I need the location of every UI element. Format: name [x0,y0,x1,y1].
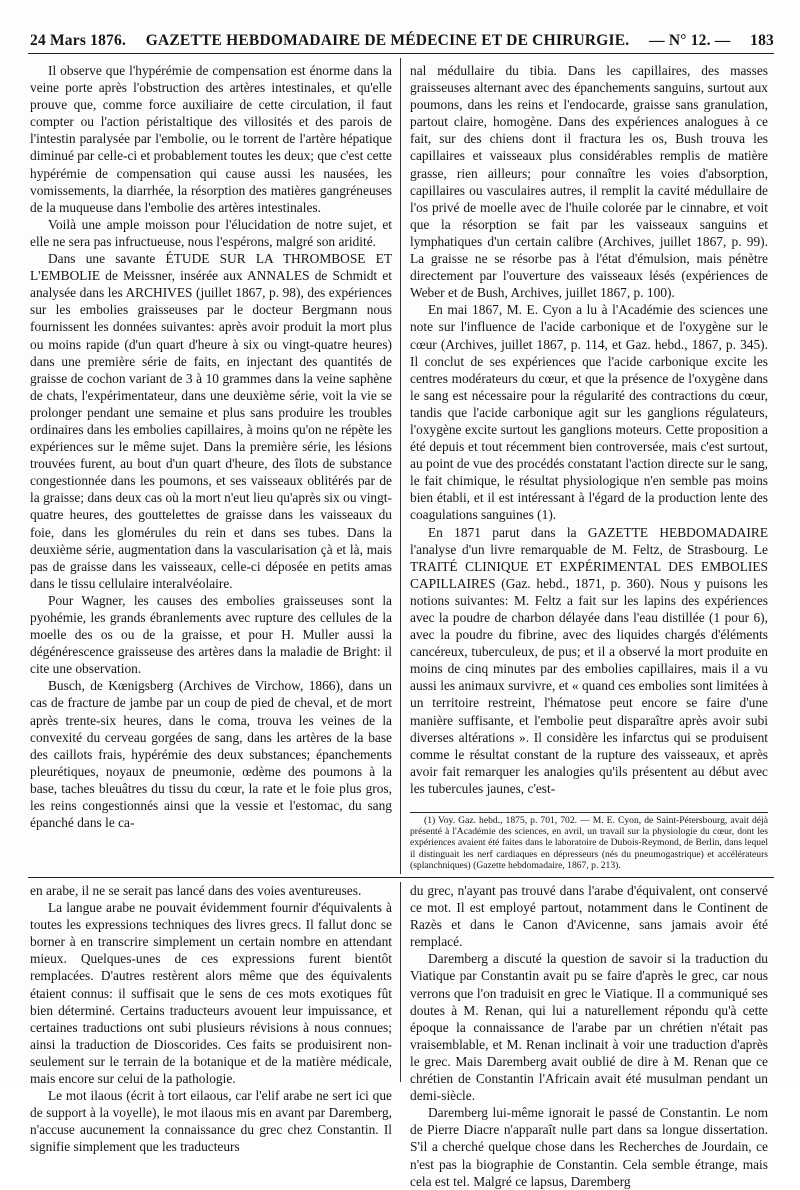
paragraph: En mai 1867, M. E. Cyon a lu à l'Académie des sciences une note sur l'influence de l'acide carbonique et de l'oxygène sur le cœur (Archives, juillet 1867, p. 114, et Gaz. hebd., 1867, p. 345). Il conclut de ses expériences que l'acide carbonique excite les centres modérateurs du cœur, et que la présence de l'oxygène dans le sang est nécessaire pour la régularité des contractions du cœur, tandis que l'acide carbonique agit sur les ganglions régulateurs, l'oxygène excite surtout les ganglions moteurs. Cette proposition a été depuis et tout récemment bien controversée, mais c'est surtout, au point de vue des procédés constatant l'action directe sur le sang, le fait chimique, le résultat physiologique n'en semble pas moins bien établi, et il est intéressant à l'égard de la production lente des coagulations sanguines (1). [410,302,768,523]
lower-right-column [410,882,768,1189]
issue-date: 24 Mars 1876. [30,32,127,49]
paragraph: Daremberg a discuté la question de savoir si la traduction du Viatique par Constantin avait pu se faire d'après le grec, car nous verrons que l'on traduisit en grec le Viatique. Il a communiqué ses doutes à M. Renan, qui lui a naturellement répondu qu'à cette époque la connaissance de l'arabe par un chrétien n'était pas vraisemblable, et M. Renan inclinait à voir une traduction d'après le grec. Mais Daremberg avait oublié de dire à M. Renan que ce chrétien de Constantin l'Africain avait été musulman pendant un demi-siècle. [410,951,768,1104]
footnote [410,815,768,873]
journal-title: GAZETTE HEBDOMADAIRE DE MÉDECINE ET DE CHIRURGIE. [145,32,630,49]
paragraph: Il observe que l'hypérémie de compensation est énorme dans la veine porte après l'obstruction des artères intestinales, et qu'elle prouve que, comme force auxiliaire de cette circulation, il faut compter ou l'action péristaltique des villosités et des parois de l'intestin paralysée par l'embolie, ou le torrent de l'artère hépatique diminué par celle-ci et probablement toutes les deux; que c'est cette hypérémie de compensation qui cause aussi les nausées, les vomissements, la diarrhée, la résorption des matières gangréneuses de la muqueuse dans l'embolie des artères intestinales. [30,63,392,215]
paragraph: Busch, de Kœnigsberg (Archives de Virchow, 1866), dans un cas de fracture de jambe par un coup de pied de cheval, et de mort après trente-six heures, dans le coma, trouva les veines de la convexité du cerveau gorgées de sang, dans les artères de la base des caillots frais, hypérémie des deux substances; épanchements pleurétiques, noyaux de pneumonie, œdème des poumons à la base, taches bleuâtres du tissu du cœur, la rate et le foie plus gros, les reins congestionnés ainsi que la vessie et l'estomac, du sang épanché dans le ca- [30,678,392,831]
paragraph: du grec, n'ayant pas trouvé dans l'arabe d'équivalent, ont conservé ce mot. Il est employé partout, notamment dans le Continent de Razès et dans le Canon d'Avicenne, sans jamais avoir été remplacé. [410,883,768,950]
lower-left-column [30,882,392,1155]
paragraph: Pour Wagner, les causes des embolies graisseuses sont la pyohémie, les grands ébranlements avec rupture des cellules de la moelle des os ou de la graisse, et pour H. Muller aussi la dégénérescence graisseuse des artères dans la maladie de Bright: il cite une observation. [30,592,392,677]
header-rule [28,53,774,54]
running-header [30,30,774,52]
page-number: 183 [750,32,774,49]
paragraph: nal médullaire du tibia. Dans les capillaires, des masses graisseuses alternant avec des épanchements sanguins, surtout aux poumons, dans les reins et l'endocarde, graisse sans granulation, partout claire, homogène. Dans des expériences analogues à ce fait, sur des chiens dont il fractura les os, Bush trouva les capillaires et vaisseaux plus considérables remplis de matière grasse, rien ailleurs; pour connaître les voies d'absorption, capillaires ou vasculaires autres, il remplit la cavité médullaire de l'os privé de moelle avec de l'huile colorée par le cinnabre, et voit que la résorption se fait par les vaisseaux sanguins et lymphatiques d'un certain calibre (Archives, juillet 1867, p. 99). La graisse ne se résorbe pas à l'état d'émulsion, mais pénètre directement par l'ouverture des vaisseaux lésés (expériences de Weber et de Bush, Archives, juillet 1867, p. 100). [410,63,768,301]
paragraph: En 1871 parut dans la GAZETTE HEBDOMADAIRE l'analyse d'un livre remarquable de M. Feltz, de Strasbourg. Le TRAITÉ CLINIQUE ET EXPÉRIMENTAL DES EMBOLIES CAPILLAIRES (Gaz. hebd., 1871, p. 360). Nous y puisons les notions suivantes: M. Feltz a fait sur les lapins des expériences avec la poudre de charbon délayée dans l'eau distillée (1 pour 6), avec la poudre du fibrine, avec des liquides chargés d'éléments cancéreux, tuberculeux, de pus; et il a observé la mort produite en moins de cinq minutes par des embolies capillaires, mais il a vu aussi les animaux survivre, et « quand ces embolies sont limitées à un territoire restreint, l'hématose peut encore se faire d'une manière suffisante, et l'embolie peut disparaître après avoir subi diverses altérations ». Il considère les infarctus qui se produisent comme le résultat constant de la rupture des vaisseaux, et après avoir fait remarquer les analogies qu'ils présentent au début avec les tubercules jaunes, c'est- [410,524,768,796]
column-divider [400,882,401,1082]
footnote-rule [410,812,768,813]
paragraph: Dans une savante ÉTUDE SUR LA THROMBOSE ET L'EMBOLIE de Meissner, insérée aux ANNALES de Schmidt et analysée dans les ARCHIVES (juillet 1867, p. 98), des expériences sur les embolies graisseuses par le docteur Bergmann nous fournissent les données suivantes: après avoir produit la mort plus ou moins rapide (d'un quart d'heure à six ou vingt-quatre heures) dans une première série de faits, en injectant des quantités de graisse de cochon variant de 3 à 10 grammes dans la veine saphène de chats, l'expérimentateur, dans une deuxième série, voit la vie se prolonger pendant une semaine et plus sans produire les troubles ordinaires dans les embolies capillaires, à moins qu'on ne répète les expériences sur le même sujet. Dans la première série, les lésions trouvées furent, au bout d'un quart d'heure, des îlots de substance congestionnée dans les poumons, et ses vaisseaux oblitérés par de la graisse; dans deux cas où la mort n'eut lieu qu'après six ou vingt-quatre heures, des gouttelettes de graisse dans les vaisseaux du foie, dans les glomérules du rein et dans ses tubes. Dans la deuxième série, augmentation dans la vascularisation çà et là, mais pas de graisse dans les vaisseaux, celle-ci déposée en petits amas dans le tissu cellulaire interalvéolaire. [30,251,392,591]
paragraph: en arabe, il ne se serait pas lancé dans des voies aventureuses. [30,883,362,898]
issue-number: — N° 12. — [649,32,731,49]
upper-left-column [30,62,392,877]
upper-right-column [410,62,768,807]
paragraph: Le mot ilaous (écrit à tort eilaous, car l'elif arabe ne sert ici que de support à la voyelle), le mot ilaous mis en avant par Daremberg, n'accuse aucunement la connaissance du grec chez Constantin. Il signifie simplement que les traducteurs [30,1088,392,1155]
paragraph: La langue arabe ne pouvait évidemment fournir d'équivalents à toutes les expressions techniques des livres grecs. Il fallut donc se borner à en transcrire simplement un certain nombre en attendant mieux. Quelques-unes de ces expressions furent bientôt remplacées. D'autres restèrent alors même que des équivalents étaient connus: il suffisait que le sens de ces mots exotiques fût bien déterminé. Certains traducteurs avouent leur impuissance, et certaines traductions ont subi plusieurs révisions à nous connues; ainsi la traduction de Dioscorides. Ces faits se produisirent non-seulement sur le terrain de la botanique et de la matière médicale, mais encore sur celui de la pathologie. [30,900,392,1087]
paragraph: Voilà une ample moisson pour l'élucidation de notre sujet, et elle ne sera pas infructueuse, nous l'espérons, malgré son aridité. [30,216,392,249]
section-separator [28,877,774,878]
footnote-text: (1) Voy. Gaz. hebd., 1875, p. 701, 702. — M. E. Cyon, de Saint-Pétersbourg, avait déjà présenté à l'Académie des sciences, en avril, un travail sur la physiologie du cœur, dont les expériences avaient été faites dans le laboratoire de Dubois-Reymond, de Berlin, dans lequel il distinguait les nerf cardiaques en dépresseurs (nés du pneumogastrique) et accélérateurs (splanchniques) (Gazette hebdomadaire, 1867, p. 213). [410,815,768,871]
column-divider [400,58,401,874]
paragraph: Daremberg lui-même ignorait le passé de Constantin. Le nom de Pierre Diacre n'apparaît nulle part dans sa longue dissertation. S'il a cherché quelque chose dans les Recherches de Jourdain, ce n'est pas la biographie de Constantin. Cela semble étrange, mais cela est tel. Malgré ce lapsus, Daremberg [410,1105,768,1189]
